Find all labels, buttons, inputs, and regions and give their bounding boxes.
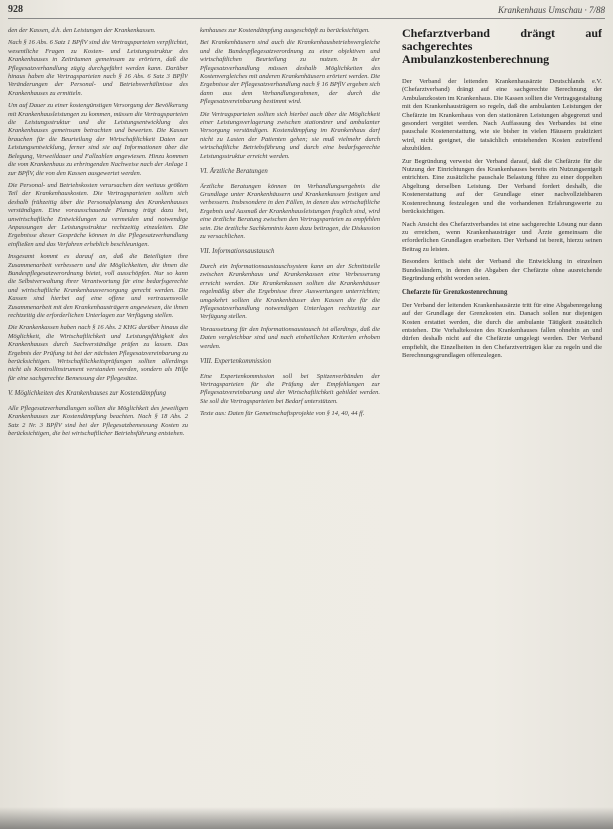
article-title: Chefarztverband drängt auf sachgerechtes Ambulanzkostenberechnung bbox=[402, 27, 602, 66]
paragraph: den der Kassen, d.h. den Leistungen der Krankenkassen. bbox=[8, 27, 156, 34]
paragraph: Bei Krankenhäusern sind auch die Krankenhausbetriebsvergleiche und die Bundespflegesatzverordnung zu einer objektiven und wirtschaftlichen Beurteilung zu nutzen. In der Pflegesatzverhandlung müssen deshalb Möglichkeiten des Kostenvergleiches mit anderen Krankenhäusern erörtert werden. Die Ergebnisse der Pflegesatzverhandlung nach § 16 BPflV ergeben sich dann aus dem Verhandlungsrahmen, der durch die Pflegesatzvereinbarung bestimmt wird. bbox=[200, 39, 380, 106]
header-rule bbox=[8, 18, 605, 19]
paragraph: kenhauses zur Kostendämpfung ausgeschöpft zu berücksichtigen. bbox=[200, 27, 370, 34]
paragraph: Ärztliche Beratungen können im Verhandlungsergebnis die Grundlage unter Krankenhäusern und Krankenkassen festigen und verbessern. Insbesondere in den Fällen, in denen das wirtschaftliche Ergebnis und Ausmaß der Krankenhausleistungen fraglich sind, wird eine ärztliche Beratung zwischen den Vertragsparteien zu empfehlen sein. Die ärztliche Sachkenntnis kann dazu beitragen, die Diskussion zu versachlichen. bbox=[200, 182, 380, 241]
paragraph: Eine Expertenkommission soll bei Spitzenverbänden der Vertragsparteien für die Prüfung der Empfehlungen zur Pflegesatzvereinbarung und der Wirtschaftlichkeit gebildet werden. Sie soll die Vertragsparteien bei Bedarf unterstützen. bbox=[200, 372, 380, 405]
paragraph: Nach § 16 Abs. 6 Satz 1 BPflV sind die Vertragsparteien verpflichtet, wesentliche Fragen zu Kosten- und Leistungsstruktur des Krankenhauses in Zeiträumen gemeinsam zu erörtern, daß die Pflegesatzverhandlung zügig durchgeführt werden kann. Darüber hinaus haben die Vertragsparteien nach § 16 Abs. 6 Satz 3 BPflV Veränderungen der Personal- und Betriebsverhältnisse des Krankenhauses zu ermitteln. bbox=[8, 39, 188, 97]
running-head: Krankenhaus Umschau · 7/88 bbox=[498, 5, 605, 15]
paragraph: Zur Begründung verweist der Verband darauf, daß die Chefärzte für die Nutzung der Einrichtungen des Krankenhauses bereits ein Nutzungsentgelt entrichten. Eine zusätzliche pauschale Belastung führe zu einer doppelten Abgeltung derselben Leistung. Der Verband fordert deshalb, die Kostenerstattung auf der Grundlage einer nachvollziehbaren Kostenrechnung festzulegen und die vorhandenen Erfahrungswerte zu berücksichtigen. bbox=[402, 157, 602, 216]
column-middle bbox=[200, 27, 380, 807]
paragraph: Die Personal- und Betriebskosten verursachen den weitaus größten Teil der Krankenhauskosten. Die Vertragsparteien sollten sich deshalb frühzeitig über die Personalplanung des Krankenhauses verständigen. Eine vorausschauende Planung trägt dazu bei, unwirtschaftliche Entwicklungen zu vermeiden und notwendige Anpassungen der Leistungsstruktur rechtzeitig einzuleiten. Die Ergebnisse dieser Gespräche können in die Pflegesatzverhandlung einfließen und das Verfahren erheblich beschleunigen. bbox=[8, 181, 188, 248]
paragraph: Die Vertragsparteien sollten sich hierbei auch über die Möglichkeit einer Leistungsverlagerung zwischen stationärer und ambulanter Versorgung verständigen. Kostendämpfung im Krankenhaus darf nicht zu Lasten der Patienten gehen; sie muß vielmehr durch wirtschaftliche Betriebsführung und durch eine bedarfsgerechte Leistungsstruktur erreicht werden. bbox=[200, 110, 380, 160]
paragraph: Die Krankenkassen haben nach § 16 Abs. 2 KHG darüber hinaus die Möglichkeit, die Wirtschaftlichkeit und Leistungsfähigkeit des Krankenhauses durch Sachverständige prüfen zu lassen. Das Ergebnis der Prüfung ist bei der nächsten Pflegesatzvereinbarung zu berücksichtigen. Wirtschaftlichkeitsprüfungen sollten allerdings nicht als Kontrollinstrument verstanden werden, sondern als Hilfe für eine sachgerechte Bemessung der Pflegesätze. bbox=[8, 324, 188, 382]
paragraph: Texte aus: Daten für Gemeinschaftsprojekte von § 14, 40, 44 ff. bbox=[200, 410, 365, 418]
paragraph: Durch ein Informationsaustauschsystem kann an der Schnittstelle zwischen Krankenhaus und Krankenkassen eine Verbesserung erreicht werden. Die Krankenkassen sollten die Krankenhäuser regelmäßig über die Ergebnisse ihrer Auswertungen unterrichten; umgekehrt sollten die Krankenhäuser den Kassen die für die Pflegesatzverhandlung notwendigen Unterlagen rechtzeitig zur Verfügung stellen. bbox=[200, 262, 380, 321]
scan-shadow bbox=[0, 807, 613, 829]
paragraph: Besonders kritisch sieht der Verband die Entwicklung in einzelnen Bundesländern, in denen die Abgaben der Chefärzte ohne ausreichende Begründung erhöht worden seien. bbox=[402, 258, 602, 282]
paragraph: Insgesamt kommt es darauf an, daß die Beteiligten ihre Zusammenarbeit verbessern und die Möglichkeiten, die ihnen die Bundespflegesatzverordnung bietet, voll ausschöpfen. Nur so kann die Selbstverwaltung ihrer Verantwortung für eine bedarfsgerechte und wirtschaftliche Krankenhausversorgung gerecht werden. Die Kassen sind hierbei auf eine offene und vertrauensvolle Zusammenarbeit mit den Krankenhausträgern angewiesen, die ihnen rechtzeitig die erforderlichen Unterlagen zur Verfügung stellen. bbox=[8, 253, 188, 319]
paragraph: Voraussetzung für den Informationsaustausch ist allerdings, daß die Daten vergleichbar sind und nach einheitlichen Kriterien erhoben werden. bbox=[200, 325, 380, 350]
section-heading: V. Möglichkeiten des Krankenhauses zur Kostendämpfung bbox=[8, 390, 167, 398]
paragraph: Der Verband der leitenden Krankenhausärzte tritt für eine Abgabenregelung auf der Grundlage der Grenzkosten ein. Danach sollen nur diejenigen Kosten erstattet werden, die durch die ambulante Tätigkeit zusätzlich entstehen. Die Vorhaltekosten des Krankenhauses fallen ohnehin an und dürfen deshalb nicht auf die Chefärzte umgelegt werden. Der Verband empfiehlt, die Einzelheiten in den Chefarztverträgen klar zu regeln und die Berechnungsgrundlagen offenzulegen. bbox=[402, 301, 602, 360]
column-left bbox=[8, 27, 188, 807]
paragraph: Alle Pflegesatzverhandlungen sollten die Möglichkeit des jeweiligen Krankenhauses zur Kostendämpfung beachten. Nach § 18 Abs. 2 Satz 2 Nr. 3 BPflV sind bei der Pflegesatzbemessung Kosten zu berücksichtigen, die bei wirtschaftlicher Betriebsführung entstehen. bbox=[8, 404, 188, 437]
page-header bbox=[8, 3, 605, 17]
page-number: 928 bbox=[8, 4, 23, 15]
section-heading: VII. Informationsaustausch bbox=[200, 248, 275, 256]
section-heading: VI. Ärztliche Beratungen bbox=[200, 168, 268, 176]
column-right bbox=[402, 27, 602, 807]
paragraph: Um auf Dauer zu einer kostengünstigen Versorgung der Bevölkerung mit Krankenhausleistungen zu kommen, müssen die Vertragsparteien die Leistungsstruktur und die Leistungsentwicklung des Krankenhauses gemeinsam betrachten und bewerten. Die Kassen brauchen für die Beurteilung der Wirtschaftlichkeit Daten zur Leistungsentwicklung, ferner sind sie auf Informationen über die Belegung, Verweildauer und Fallzahlen angewiesen. Hinzu kommen die vom Krankenhaus zu erbringenden Nachweise nach der Anlage 1 zur BPflV, die von den Kassen ausgewertet werden. bbox=[8, 102, 188, 177]
paragraph: Der Verband der leitenden Krankenhausärzte Deutschlands e.V. (Chefarztverband) drängt auf eine sachgerechte Berechnung der Ambulanzkosten im Krankenhaus. Die Kassen sollten die Vertragsgestaltung mit den Krankenhausträgern so regeln, daß die ambulanten Leistungen der Chefärzte im Krankenhaus von den stationären Leistungen abgegrenzt und gesondert vergütet werden. Nach Auffassung des Verbandes ist eine pauschale Kostenerstattung, wie sie bisher in vielen Häusern praktiziert wird, nicht geeignet, die tatsächlich entstehenden Kosten zutreffend abzubilden. bbox=[402, 78, 602, 153]
paragraph: Nach Ansicht des Chefarztverbandes ist eine sachgerechte Lösung nur dann zu erreichen, wenn Krankenhausträger und Ärzte gemeinsam die erforderlichen Grundlagen erarbeiten. Der Verband ist bereit, hierzu seinen Beitrag zu leisten. bbox=[402, 220, 602, 253]
section-heading: Chefarzte für Grenzkostenrechnung bbox=[402, 289, 508, 297]
section-heading: VIII. Expertenkommission bbox=[200, 358, 271, 365]
